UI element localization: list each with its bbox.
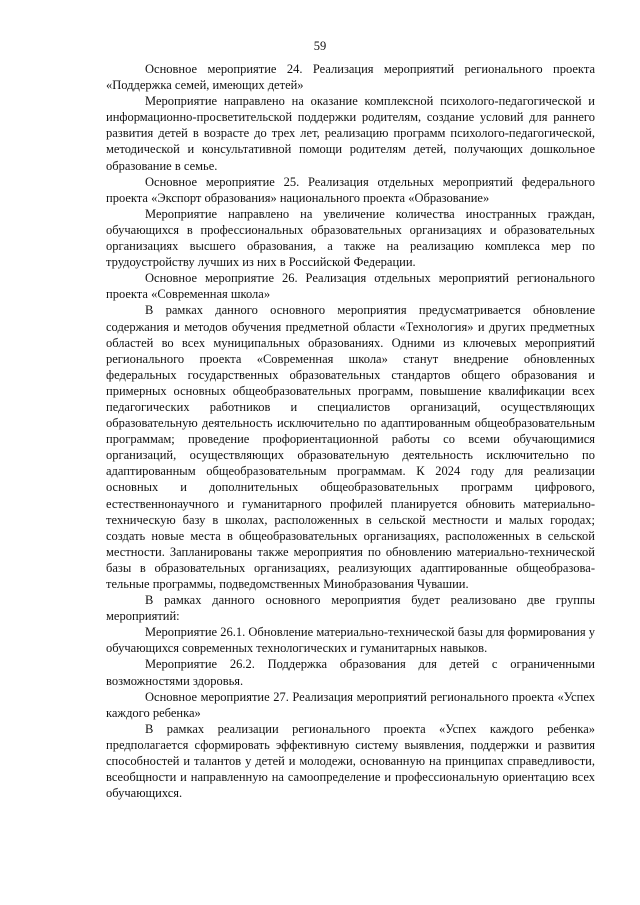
paragraph-main-event-24-title: Основное мероприятие 24. Реализация мероприятий регионального проекта «Поддержка семей, имеющих детей» <box>106 62 595 93</box>
page-number: 59 <box>313 39 327 53</box>
paragraph-main-event-25-title: Основное мероприятие 25. Реализация отдельных мероприятий федерального проекта «Экспорт образования» национального проекта «Образование» <box>106 174 595 205</box>
paragraph-main-event-26-groups: В рамках данного основного мероприятия будет реализовано две группы мероприятий: <box>106 593 595 624</box>
document-body <box>106 61 595 801</box>
paragraph-main-event-24-description: Мероприятие направлено на оказание комплексной психолого-педагогической и информационно-просветительской поддержки родителям, создание условий для раннего развития детей в возрасте до трех лет, реализацию программ психолого-педагогической, методической и консультативной помощи родителям детей, получающих дошкольное образование в семье. <box>106 94 595 173</box>
paragraph-main-event-26-description: В рамках данного основного мероприятия предусматривается обновление содержания и методов обучения предметной области «Технология» и других предметных областей во всех муниципальных образованиях. Одними из ключевых мероприятий регионального проекта «Современная школа» станут внедрение обновленных федеральных государственных образовательных стандартов общего образования и примерных основных общеобразовательных программ, повышение квалификации всех педагогических работников и специалистов организаций, осуществляющих образовательную деятельность исключительно по адаптированным общеобразовательным программам; проведение профориентационной работы со всеми обучающимися организаций, осуществляющих образовательную деятельность исключительно по адаптированным общеобразовательным программам. К 2024 году для реализации основных и дополнительных общеобразовательных программ цифрового, естественнонаучного и гуманитарного профилей планируется обновить материально-техническую базу в школах, расположенных в сельской местности и малых городах; создать новые места в общеобразовательных организациях, расположенных в сельской местности. Запланированы также мероприятия по обновлению материально-технической базы в образовательных организациях, реализующих адаптированные общеобразовательные программы, подведомственных Минобразования Чувашии. <box>106 303 595 591</box>
paragraph-event-26-2: Мероприятие 26.2. Поддержка образования для детей с ограниченными возможностями здоровья. <box>106 657 595 688</box>
paragraph-main-event-26-title: Основное мероприятие 26. Реализация отдельных мероприятий регионального проекта «Современная школа» <box>106 271 595 302</box>
paragraph-main-event-27-description: В рамках реализации регионального проекта «Успех каждого ребенка» предполагается сформировать эффективную систему выявления, поддержки и развития способностей и талантов у детей и молодежи, основанную на принципах справедливости, всеобщности и направленную на самоопределение и профессиональную ориентацию всех обучающихся. <box>106 721 595 801</box>
paragraph-main-event-27-title: Основное мероприятие 27. Реализация мероприятий регионального проекта «Успех каждого ребенка» <box>106 689 595 720</box>
paragraph-event-26-1: Мероприятие 26.1. Обновление материально-технической базы для формирования у обучающихся современных технологических и гуманитарных навыков. <box>106 625 595 656</box>
paragraph-main-event-25-description: Мероприятие направлено на увеличение количества иностранных граждан, обучающихся в профессиональных образовательных организациях и образовательных организациях высшего образования, а также на реализацию комплекса мер по трудоустройству лучших из них в Российской Федерации. <box>106 206 595 270</box>
